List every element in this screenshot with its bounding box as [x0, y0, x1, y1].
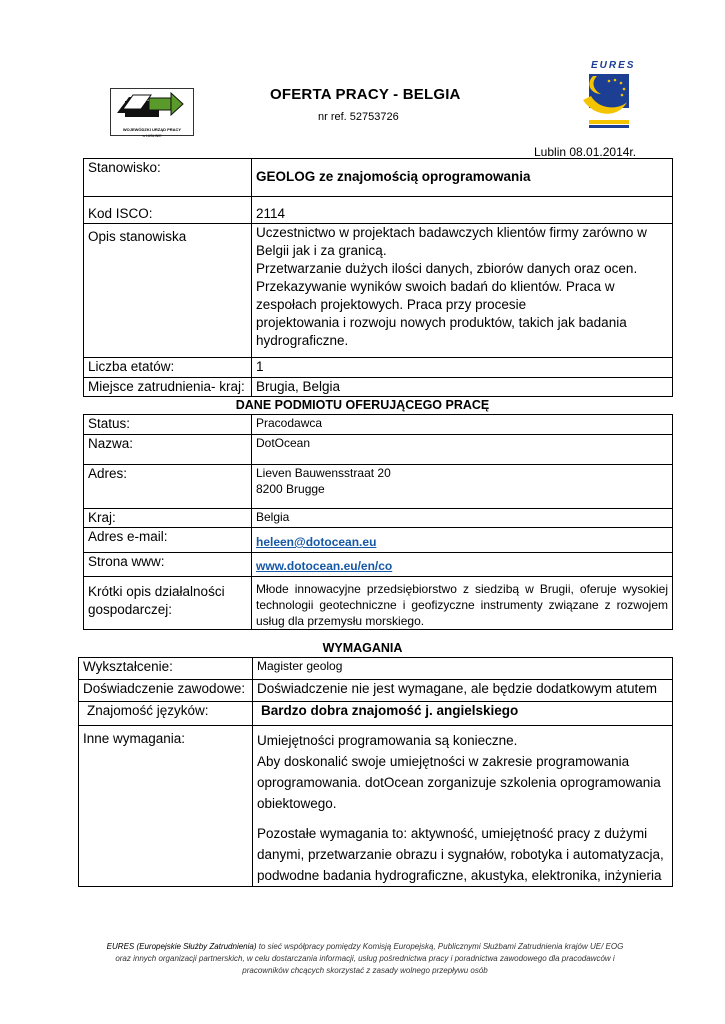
- website-link[interactable]: www.dotocean.eu/en/co: [256, 559, 393, 573]
- other-requirements-value: [253, 726, 673, 887]
- experience-value: Doświadczenie nie jest wymagane, ale będzie dodatkowym atutem: [253, 680, 673, 702]
- other-requirements-p2: Pozostałe wymagania to: aktywność, umiejętność pracy z dużymi danymi, przetwarzanie obrazu i sygnałów, robotyka i automatyzacja, podwodne badania hydrograficzne, akustyka, elektronika, inżynieria: [257, 826, 664, 883]
- address-label: Adres:: [84, 465, 252, 509]
- email-link[interactable]: heleen@dotocean.eu: [256, 535, 377, 549]
- table-row: [84, 509, 673, 528]
- description-label: Opis stanowiska: [84, 224, 252, 358]
- page-title: OFERTA PRACY - BELGIA: [270, 86, 461, 103]
- table-row: [84, 435, 673, 465]
- eures-logo: [575, 60, 635, 132]
- logo-subcaption: w LUBLINIE: [142, 134, 162, 138]
- country-label: Kraj:: [84, 509, 252, 528]
- address-value: [252, 465, 673, 509]
- status-label: Status:: [84, 415, 252, 435]
- location-label: Miejsce zatrudnienia- kraj:: [84, 378, 252, 397]
- other-requirements-label: Inne wymagania:: [79, 726, 253, 887]
- footer-line3: pracowników chcących skorzystać z zasady wolnego przepływu osób: [242, 966, 488, 975]
- address-line2: 8200 Brugge: [256, 482, 325, 496]
- table-row: [84, 378, 673, 397]
- eures-logo-text: EURES: [591, 60, 636, 71]
- email-label: Adres e-mail:: [84, 528, 252, 553]
- table-row: [79, 680, 673, 702]
- table-row: [79, 658, 673, 680]
- other-requirements-p1: Umiejętności programowania są konieczne. Aby doskonalić swoje umiejętności w zakresie programowania oprogramowania. dotOcean zorganizuje szkolenia oprogramowania obiektowego.: [257, 733, 661, 811]
- count-value: 1: [252, 358, 673, 378]
- position-label: Stanowisko:: [84, 159, 252, 197]
- table-row: [84, 197, 673, 224]
- table-row: [84, 528, 673, 553]
- education-value: Magister geolog: [253, 658, 673, 680]
- count-label: Liczba etatów:: [84, 358, 252, 378]
- languages-label: Znajomość języków:: [79, 702, 253, 726]
- position-value: GEOLOG ze znajomością oprogramowania: [252, 159, 673, 197]
- table-row: [79, 726, 673, 887]
- activity-label: Krótki opis działalności gospodarczej:: [84, 577, 252, 630]
- reference-number: nr ref. 52753726: [318, 111, 399, 123]
- requirements-section-title: WYMAGANIA: [322, 641, 403, 655]
- table-row: [84, 465, 673, 509]
- www-label: Strona www:: [84, 553, 252, 577]
- requirements-table: [78, 657, 673, 887]
- table-row: [84, 553, 673, 577]
- name-label: Nazwa:: [84, 435, 252, 465]
- country-value: Belgia: [252, 509, 673, 528]
- arrows-logo-icon: [111, 89, 193, 123]
- languages-value: Bardzo dobra znajomość j. angielskiego: [253, 702, 673, 726]
- employer-section-title: DANE PODMIOTU OFERUJĄCEGO PRACĘ: [235, 398, 490, 412]
- footer-note: [60, 941, 670, 977]
- name-value: DotOcean: [252, 435, 673, 465]
- isco-value: 2114: [252, 197, 673, 224]
- logo-caption: WOJEWÓDZKI URZĄD PRACY: [122, 127, 182, 132]
- document-date: Lublin 08.01.2014r.: [534, 145, 637, 159]
- status-value: Pracodawca: [252, 415, 673, 435]
- job-table: [83, 158, 673, 397]
- table-row: [84, 577, 673, 630]
- employer-table: [83, 414, 673, 630]
- footer-line1: [60, 941, 670, 953]
- email-cell: [252, 528, 673, 553]
- activity-value: Młode innowacyjne przedsiębiorstwo z siedzibą w Brugii, oferuje wysokiej technologii geotechniczne i geofizyczne instrumenty związane z rozwojem usług dla przemysłu morskiego.: [252, 577, 673, 630]
- address-line1: Lieven Bauwensstraat 20: [256, 466, 391, 480]
- table-row: [84, 358, 673, 378]
- isco-label: Kod ISCO:: [84, 197, 252, 224]
- table-row: [79, 702, 673, 726]
- footer-line1-rest: to sieć współpracy pomiędzy Komisją Europejską, Publicznymi Służbami Zatrudnienia krajów UE/ EOG: [256, 942, 624, 951]
- table-row: [84, 415, 673, 435]
- location-value: Brugia, Belgia: [252, 378, 673, 397]
- table-row: [84, 159, 673, 197]
- table-row: [84, 224, 673, 358]
- description-value: Uczestnictwo w projektach badawczych klientów firmy zarówno w Belgii jak i za granicą. Przetwarzanie dużych ilości danych, zbiorów danych oraz ocen. Przekazywanie wyników swoich badań do klientów. Praca w zespołach projektowych. Praca przy procesie projektowania i rozwoju nowych produktów, takich jak badania hydrograficzne.: [252, 224, 673, 358]
- footer-line2: oraz innych organizacji partnerskich, w celu dostarczania informacji, usług pośrednictwa pracy i poradnictwa zawodowego dla pracodawców i: [115, 954, 615, 963]
- experience-label: Doświadczenie zawodowe:: [79, 680, 253, 702]
- wup-lublin-logo: [110, 88, 194, 136]
- www-cell: [252, 553, 673, 577]
- footer-eures-name: EURES (Europejskie Służby Zatrudnienia): [106, 942, 257, 951]
- education-label: Wykształcenie:: [79, 658, 253, 680]
